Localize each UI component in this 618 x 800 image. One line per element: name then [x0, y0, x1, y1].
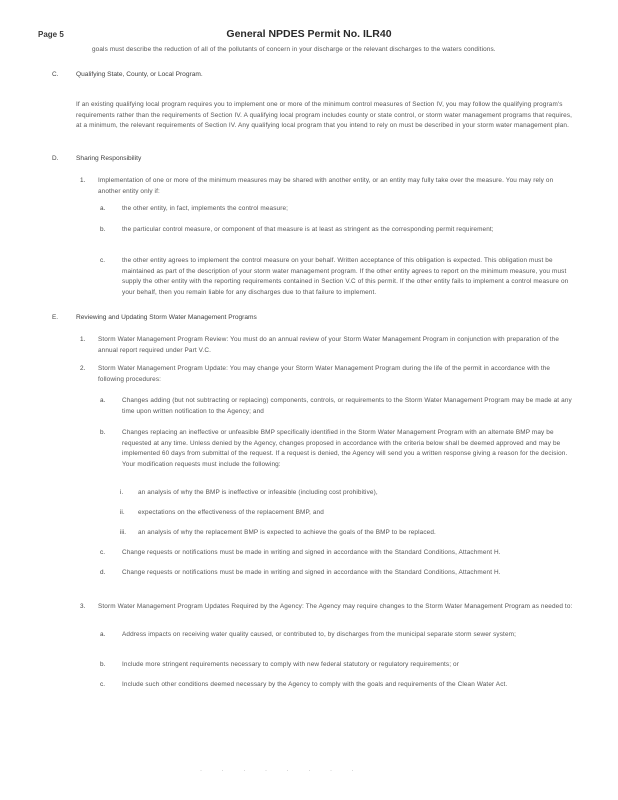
subitem-text: Changes adding (but not subtracting or replacing) components, controls, or requirements to the Storm Water Management Program may be made at any time upon written notification to the Agency; and: [122, 397, 572, 415]
section-letter-c: C.: [52, 71, 59, 78]
subitem-letter: a.: [100, 631, 106, 638]
section-title-e: Reviewing and Updating Storm Water Management Programs: [76, 314, 257, 321]
subsubitem-numeral: ii.: [120, 509, 125, 516]
subitem-text: Changes replacing an ineffective or unfeasible BMP specifically identified in the Storm Water Management Program with an alternate BMP may be requested at any time. Unless denied by the Agency, changes proposed in accordance with the criteria below shall be deemed approved and may be implemented 60 days from submittal of the request. If a request is denied, the Agency will send you a written response giving a reason for the decision. Your modification requests must include the following:: [122, 429, 568, 468]
page-title: General NPDES Permit No. ILR40: [226, 28, 392, 40]
intro-paragraph: goals must describe the reduction of all of the pollutants of concern in your discharge or the relevant discharges to the waters conditions.: [92, 46, 496, 53]
subitem-text: Address impacts on receiving water quality caused, or contributed to, by discharges from the municipal separate storm sewer system;: [122, 631, 516, 638]
subitem-text: Change requests or notifications must be made in writing and signed in accordance with the Standard Conditions, Attachment H.: [122, 569, 501, 576]
item-number: 1.: [80, 177, 86, 184]
subsubitem-numeral: i.: [120, 489, 124, 496]
subitem-letter: d.: [100, 569, 106, 576]
subitem-text: the particular control measure, or component of that measure is at least as stringent as the corresponding permit requirement;: [122, 226, 494, 233]
section-title-d: Sharing Responsibility: [76, 155, 142, 162]
scan-specks: · · · · · · · ·: [200, 768, 363, 774]
subitem-letter: c.: [100, 549, 105, 556]
section-body-c: If an existing qualifying local program requires you to implement one or more of the minimum control measures of Section IV, you may follow the qualifying program's requirements rather than the requirements of Section IV. A qualifying local program includes county or state control, or storm water management programs that requires, at a minimum, the relevant requirements of Section IV. Any qualifying local program that you intend to rely on must be described in your storm water management plan.: [76, 101, 573, 130]
item-number: 3.: [80, 603, 86, 610]
section-letter-e: E.: [52, 314, 59, 321]
item-number: 1.: [80, 336, 86, 343]
subitem-letter: b.: [100, 661, 106, 668]
subitem-letter: a.: [100, 205, 106, 212]
item-text: Implementation of one or more of the minimum measures may be shared with another entity, or an entity may fully take over the measure. You may rely on another entity only if:: [98, 177, 554, 195]
page-number-label: Page 5: [38, 30, 64, 39]
item-text: Storm Water Management Program Update: You may change your Storm Water Management Program during the life of the permit in accordance with the following procedures:: [98, 365, 551, 383]
subitem-text: the other entity agrees to implement the control measure on your behalf. Written acceptance of this obligation is expected. This obligation must be maintained as part of the description of your storm water management program. If the other entity agrees to report on the minimum measure, you must supply the other entity with the reporting requirements contained in Section V.C of this permit. If the other entity fails to implement a control measure on your behalf, then you remain liable for any discharges due to that failure to implement.: [122, 257, 569, 296]
subitem-text: the other entity, in fact, implements the control measure;: [122, 205, 289, 212]
section-title-c: Qualifying State, County, or Local Program.: [76, 71, 203, 78]
subsubitem-numeral: iii.: [120, 529, 127, 536]
subitem-letter: c.: [100, 257, 105, 264]
item-number: 2.: [80, 365, 86, 372]
subitem-letter: b.: [100, 226, 106, 233]
subsubitem-text: an analysis of why the BMP is ineffective or infeasible (including cost prohibitive),: [138, 489, 378, 496]
subitem-text: Include more stringent requirements necessary to comply with new federal statutory or regulatory requirements; or: [122, 661, 459, 668]
subitem-letter: b.: [100, 429, 106, 436]
item-text: Storm Water Management Program Updates Required by the Agency: The Agency may require changes to the Storm Water Management Program as needed to:: [98, 603, 573, 610]
subsubitem-text: an analysis of why the replacement BMP is expected to achieve the goals of the BMP to be replaced.: [138, 529, 436, 536]
subitem-letter: c.: [100, 681, 105, 688]
section-letter-d: D.: [52, 155, 59, 162]
subitem-letter: a.: [100, 397, 106, 404]
subitem-text: Include such other conditions deemed necessary by the Agency to comply with the goals and requirements of the Clean Water Act.: [122, 681, 508, 688]
subitem-text: Change requests or notifications must be made in writing and signed in accordance with the Standard Conditions, Attachment H.: [122, 549, 501, 556]
item-text: Storm Water Management Program Review: You must do an annual review of your Storm Water Management Program in conjunction with preparation of the annual report required under Part V.C.: [98, 336, 560, 354]
subsubitem-text: expectations on the effectiveness of the replacement BMP, and: [138, 509, 324, 516]
